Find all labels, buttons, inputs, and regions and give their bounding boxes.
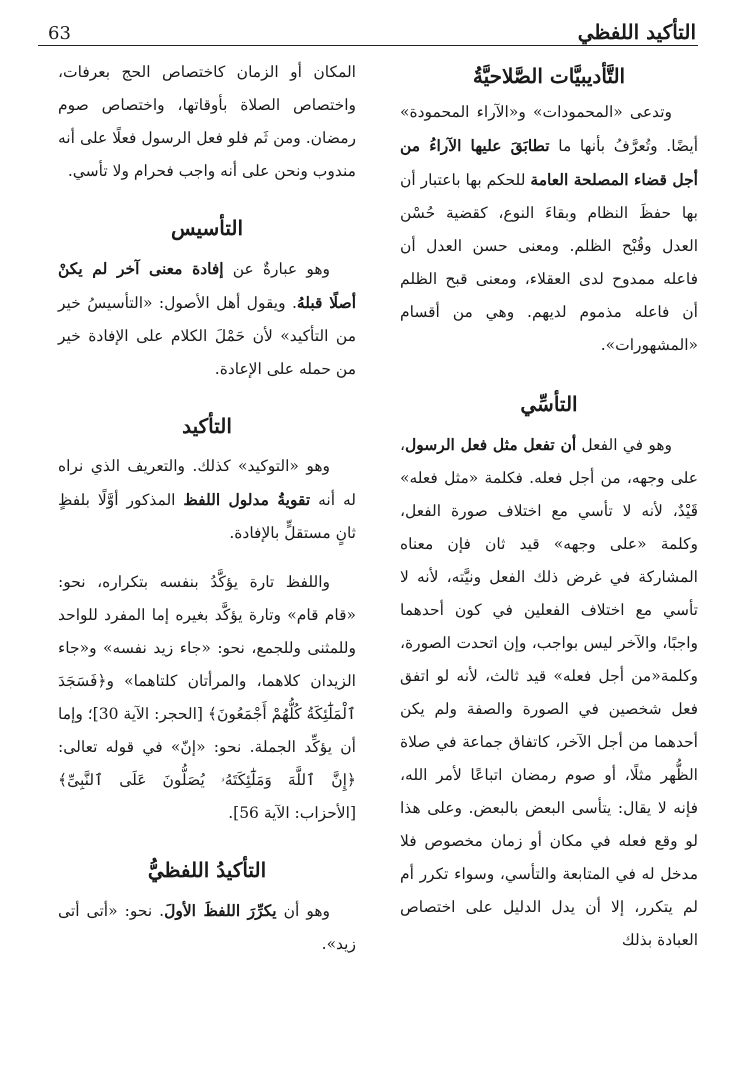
- left-column: [58, 56, 356, 961]
- paragraph-continuation: المكان أو الزمان كاختصاص الحج بعرفات، واختصاص الصلاة بأوقاتها، واختصاص صوم رمضان. ومن ثَم فلو فعل الرسول فعلًا على أنه مندوب ونحن على أنه واجب فحرام ولا تأسي.: [58, 63, 356, 180]
- key-definition: يكرِّرَ اللفظَ الأولَ: [164, 901, 277, 920]
- key-definition: تقويةُ مدلول اللفظ: [183, 490, 311, 509]
- section-heading-tadibiyyat: التَّأديبيَّات الصَّلاحيَّةُ: [472, 64, 626, 88]
- section-heading-tasis: التأسيس: [170, 216, 244, 240]
- section-heading-taassi: التأسِّي: [520, 392, 578, 416]
- key-definition: أن تفعل مثل فعل الرسول: [405, 435, 577, 454]
- key-definition: تطابَقَ عليها الآراءُ من أجل قضاء المصلحة العامة: [400, 136, 698, 189]
- section-heading-tawkid: التأكيد: [182, 414, 232, 438]
- running-title: التأكيد اللفظي: [577, 20, 696, 44]
- section-heading-tawkid-lafzi: التأكيدُ اللفظيُّ: [147, 858, 267, 882]
- header-rule: [38, 45, 698, 46]
- paragraph-tasis: وهو عبارةٌ عن إفادة معنى آخر لم يكنْ أصلًا قبلهُ. ويقول أهل الأصول: «التأسيسُ خير من التأكيد» لأن حَمْلَ الكلام على الإفادة خير من حمله على الإعادة.: [58, 259, 356, 378]
- right-column: [400, 56, 698, 957]
- paragraph-tawkid: وهو «التوكيد» كذلك. والتعريف الذي نراه له أنه تقويةُ مدلول اللفظ المذكور أوَّلًا بلفظٍ ثانٍ مستقلٍّ بالإفادة.: [58, 457, 356, 542]
- paragraph-tawkid-lafzi: وهو أن يكرِّرَ اللفظَ الأولَ. نحو: «أتى أتى زيد».: [58, 901, 356, 953]
- page-number: 63: [48, 23, 71, 44]
- page-header: [48, 12, 696, 44]
- paragraph-taassi: وهو في الفعل أن تفعل مثل فعل الرسول، على وجهه، من أجل فعله. فكلمة «مثل فعله» قَيْدٌ، لأنه لا تأسي مع اختلاف صورة الفعل، وكلمة «على وجهه» قيد ثان فإن معناه المشاركة في غرض ذلك الفعل ونيَّته، لأنه لا تأسي مع اختلاف الفعلين في كون أحدهما واجبًا، والآخر ليس بواجب، وإن اتحدت الصورة، وكلمة«من أجل فعله» قيد ثالث، لأنه لو اتفق فعل شخصين في الصورة والصفة ولم يكن أحدهما من أجل الآخر، كاتفاق جماعة في صلاة الظُّهر مثلًا، أو صوم رمضان اتباعًا لأمر الله، فإنه لا يقال: يتأسى البعض بالبعض. وعلى هذا لو وقع فعله في مكان أو زمان مخصوص فلا مدخل له في المتابعة والتأسي، وسواء تكرر أم لم يتكرر، إلا أن يدل الدليل على اختصاص العبادة بذلك: [400, 435, 698, 949]
- paragraph-tadibiyyat: وتدعى «المحمودات» و«الآراء المحمودة» أيضًا. وتُعرَّفُ بأنها ما تطابَقَ عليها الآراءُ من أجل قضاء المصلحة العامة للحكم بها باعتبار أن بها حفظَ النظام وبقاءَ النوع، كقضية حُسْن العدل وقُبْح الظلم. ومعنى حسن العدل أن فاعله ممدوح لدى العقلاء، ومعنى قبح الظلم أن فاعله مذموم لديهم. وهي من أقسام «المشهورات».: [400, 103, 698, 354]
- key-definition: إفادة معنى آخر لم يكنْ أصلًا قبلهُ: [58, 259, 356, 312]
- paragraph-tawkid-types: واللفظ تارة يؤكَّدُ بنفسه بتكراره، نحو: «قام قام» وتارة يؤكَّد بغيره إما المفرد للواحد وللمثنى وللجمع، نحو: «جاء زيد نفسه» و«جاء الزيدان كلاهما، والمرأتان كلتاهما» و﴿فَسَجَدَ ٱلْمَلَٰٓئِكَةُ كُلُّهُمْ أَجْمَعُونَ﴾ [الحجر: الآية 30]؛ وإما أن يؤكِّد الجملة. نحو: «إنّ» في قوله تعالى: ﴿إِنَّ ٱللَّهَ وَمَلَٰٓئِكَتَهُۥ يُصَلُّونَ عَلَى ٱلنَّبِىِّ﴾ [الأحزاب: الآية 56].: [58, 573, 357, 822]
